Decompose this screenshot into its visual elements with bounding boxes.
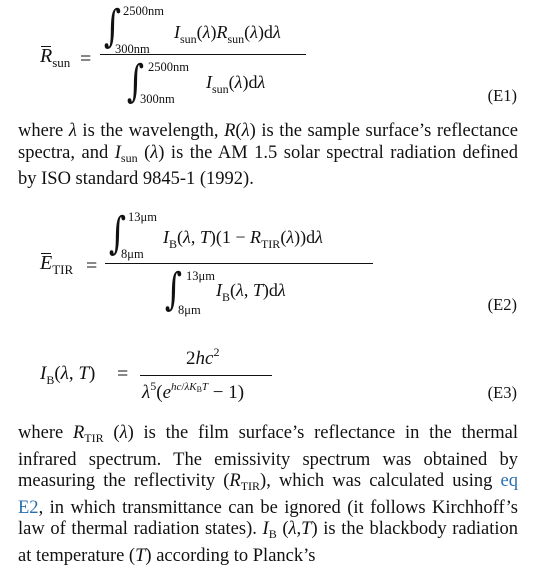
eq-e2-link[interactable]: eq E2 — [18, 471, 518, 518]
equation-e2 — [0, 200, 542, 317]
equation-e3 — [0, 335, 542, 410]
e1-numerator-integrand: $I_{sun}(\lambda)R_{sun}(\lambda)d\lambda$ — [174, 22, 281, 46]
e1-equals: = — [80, 48, 92, 70]
e3-fraction-bar — [140, 375, 272, 376]
equation-e1 — [0, 0, 542, 110]
e1-num-lower-limit: 300nm — [115, 42, 150, 56]
e2-lhs: $E_{TIR}$ — [40, 252, 74, 277]
e1-num-upper-limit: 2500nm — [123, 4, 164, 18]
e2-numerator-integrand: $I_B(\lambda$, $T)(1 - R_{TIR}(\lambda))d\lambda$ — [163, 227, 323, 251]
e3-equals: = — [117, 363, 129, 385]
e2-equals: = — [86, 255, 98, 277]
e2-den-lower-limit: 8μm — [178, 303, 201, 317]
paragraph-2: where $R_{TIR}$ (λ) is the film surface’s reflectance in the thermal infrared spectrum. The emissivity spectrum was obtained by measuring the reflectivity $(R_{TIR})$, which was calculated using eq E2, in which transmittance can be ignored (it follows Kirchhoff’s law of thermal radiation states). $I_B$ (λ,T) is the blackbody radiation at temperature (T) according to Planck’s — [18, 423, 518, 566]
e2-num-upper-limit: 13μm — [128, 210, 157, 224]
e1-number: (E1) — [487, 86, 517, 105]
e1-denominator-integrand: $I_{sun}(\lambda)d\lambda$ — [206, 72, 266, 96]
e2-fraction-bar — [105, 263, 373, 264]
e3-numerator: $2hc^2$ — [186, 345, 220, 369]
e3-lhs: $I_B(\lambda$, T) — [40, 363, 96, 387]
e1-num-integral-sign: ∫ — [103, 1, 122, 52]
e3-number: (E3) — [487, 383, 517, 402]
e1-fraction-bar — [100, 54, 306, 55]
e2-den-upper-limit: 13μm — [186, 269, 215, 283]
paragraph-1: where λ is the wavelength, R(λ) is the sample surface’s reflectance spectra, and $I_{sun}$ (λ) is the AM 1.5 solar spectral radiation defined by ISO standard 9845-1 (1992). — [18, 121, 518, 189]
e2-denominator-integrand: $I_B(\lambda$, T)dλ — [216, 280, 286, 304]
e1-den-lower-limit: 300nm — [140, 92, 175, 106]
e3-denominator: $\lambda^5(e^{hc/\lambda K_BT} - 1)$ — [142, 379, 245, 403]
e2-num-integral-sign: ∫ — [108, 208, 127, 259]
e2-num-lower-limit: 8μm — [121, 247, 144, 261]
e2-number: (E2) — [487, 295, 517, 314]
e1-den-upper-limit: 2500nm — [148, 60, 189, 74]
e1-den-integral-sign: ∫ — [126, 56, 145, 107]
e1-lhs: $R_{sun}$ — [40, 45, 71, 70]
e2-den-integral-sign: ∫ — [164, 264, 183, 315]
